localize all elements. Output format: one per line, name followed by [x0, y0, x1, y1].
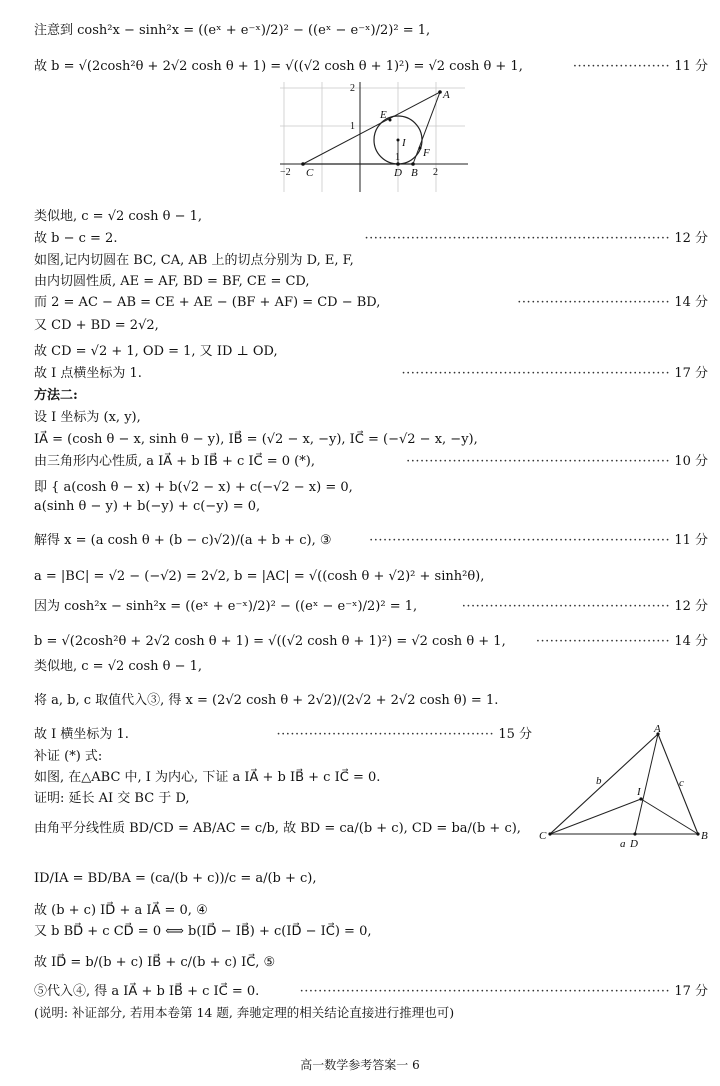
point-C	[301, 162, 305, 166]
line-substitute: 将 a, b, c 取值代入③, 得 x = (2√2 cosh θ + 2√2)/(2√2 + 2√2 cosh θ) = 1.	[34, 693, 499, 708]
label-C: C	[306, 167, 314, 179]
fig2-label-C: C	[539, 830, 547, 842]
line-ac-ab: 而 2 = AC − AB = CE + AE − (BF + AF) = CD − BD,	[34, 295, 381, 310]
fig2-label-B: B	[701, 830, 708, 842]
line-incircle-property: 由内切圆性质, AE = AF, BD = BF, CE = CD,	[34, 274, 310, 289]
score-14a: ································· 14 分	[517, 295, 708, 310]
line-c-similar: 类似地, c = √2 cosh θ − 1,	[34, 209, 203, 224]
line-note: (说明: 补证部分, 若用本卷第 14 题, 奔驰定理的相关结论直接进行推理也可)	[34, 1005, 455, 1020]
page-footer: 高一数学参考答案一 6	[300, 1058, 420, 1072]
fig2-point-B	[696, 832, 699, 835]
tick-x-1: 1	[395, 152, 400, 163]
line-eq-4: 故 (b + c) ID⃗ + a IA⃗ = 0, ④	[34, 903, 208, 918]
score-17b: ················································································ 17 分	[299, 984, 708, 999]
tick-y-1: 1	[350, 121, 355, 132]
fig2-label-b: b	[596, 775, 602, 787]
tick-y-2: 2	[350, 83, 355, 94]
fig2-label-A: A	[654, 724, 661, 735]
label-F: F	[423, 147, 430, 159]
line-b-minus-c: 故 b − c = 2.	[34, 231, 118, 246]
point-A	[438, 90, 442, 94]
fig2-label-D: D	[630, 838, 638, 849]
score-10: ························································· 10 分	[406, 454, 708, 469]
label-A: A	[443, 89, 450, 101]
point-I	[397, 139, 400, 142]
incenter-triangle-figure	[538, 724, 713, 849]
line-solve-x: 解得 x = (a cosh θ + (b − c)√2)/(a + b + c), ③	[34, 533, 332, 548]
line-system-1: 即 { a(cosh θ − x) + b(√2 − x) + c(−√2 − x) = 0,	[34, 480, 353, 495]
line-bd-cd-vectors: 又 b BD⃗ + c CD⃗ = 0 ⟺ b(ID⃗ − IB⃗) + c(ID⃗ − IC⃗) = 0,	[34, 924, 372, 939]
score-15: ··············································· 15 分	[276, 727, 532, 742]
tick-x-neg2: −2	[280, 167, 291, 178]
line-b-value: 故 b = √(2cosh²θ + 2√2 cosh θ + 1) = √((√2 cosh θ + 1)²) = √2 cosh θ + 1,	[34, 59, 523, 74]
line-eq-5: 故 ID⃗ = b/(b + c) IB⃗ + c/(b + c) IC⃗, ⑤	[34, 955, 276, 970]
line-c-similar-2: 类似地, c = √2 cosh θ − 1,	[34, 659, 203, 674]
line-i-x-coordinate: 故 I 点横坐标为 1.	[34, 366, 142, 381]
score-14b: ····························· 14 分	[535, 634, 708, 649]
point-F	[419, 147, 422, 150]
hyperbola-incircle-figure	[270, 80, 470, 196]
heading-method-two: 方法二:	[34, 388, 78, 403]
line-system-2: a(sinh θ − y) + b(−y) + c(−y) = 0,	[34, 499, 261, 514]
line-set-i: 设 I 坐标为 (x, y),	[34, 410, 141, 425]
line-prove-statement: 如图, 在△ABC 中, I 为内心, 下证 a IA⃗ + b IB⃗ + c IC⃗ = 0.	[34, 770, 381, 785]
line-b-value-2: b = √(2cosh²θ + 2√2 cosh θ + 1) = √((√2 cosh θ + 1)²) = √2 cosh θ + 1,	[34, 634, 506, 649]
label-E: E	[380, 109, 387, 121]
line-a-b-values: a = |BC| = √2 − (−√2) = 2√2, b = |AC| = √((cosh θ + √2)² + sinh²θ),	[34, 569, 485, 584]
line-cd-od: 故 CD = √2 + 1, OD = 1, 又 ID ⊥ OD,	[34, 344, 278, 359]
line-cd-bd: 又 CD + BD = 2√2,	[34, 318, 159, 333]
score-11a: ····················· 11 分	[572, 59, 708, 74]
tick-x-2: 2	[433, 167, 438, 178]
line-i-x-coordinate-2: 故 I 横坐标为 1.	[34, 727, 129, 742]
label-B: B	[411, 167, 418, 179]
point-B	[411, 162, 415, 166]
fig2-point-D	[633, 832, 636, 835]
fig2-label-I: I	[637, 786, 641, 798]
line-id-ia-ratio: ID/IA = BD/BA = (ca/(b + c))/c = a/(b + c),	[34, 871, 317, 886]
line-incenter-property: 由三角形内心性质, a IA⃗ + b IB⃗ + c IC⃗ = 0 (*),	[34, 454, 315, 469]
line-supplement: 补证 (*) 式:	[34, 749, 103, 764]
line-tangent-points: 如图,记内切圆在 BC, CA, AB 上的切点分别为 D, E, F,	[34, 253, 354, 268]
fig2-point-C	[548, 832, 551, 835]
point-E	[389, 119, 392, 122]
line-substitute-5-into-4: ⑤代入④, 得 a IA⃗ + b IB⃗ + c IC⃗ = 0.	[34, 984, 260, 999]
line-cosh-identity-2: 因为 cosh²x − sinh²x = ((eˣ + e⁻ˣ)/2)² − ((eˣ − e⁻ˣ)/2)² = 1,	[34, 599, 418, 614]
fig2-label-a: a	[620, 838, 626, 849]
line-vectors: IA⃗ = (cosh θ − x, sinh θ − y), IB⃗ = (√2 − x, −y), IC⃗ = (−√2 − x, −y),	[34, 432, 478, 447]
fig2-label-c: c	[679, 777, 684, 789]
score-12b: ············································· 12 分	[461, 599, 708, 614]
score-11b: ································································· 11 分	[369, 533, 708, 548]
line-angle-bisector: 由角平分线性质 BD/CD = AB/AC = c/b, 故 BD = ca/(b + c), CD = ba/(b + c),	[34, 821, 521, 836]
line-cosh-identity: 注意到 cosh²x − sinh²x = ((eˣ + e⁻ˣ)/2)² − ((eˣ − e⁻ˣ)/2)² = 1,	[34, 23, 431, 38]
line-proof-extend: 证明: 延长 AI 交 BC 于 D,	[34, 791, 190, 806]
score-17a: ·························································· 17 分	[401, 366, 708, 381]
label-I: I	[402, 137, 406, 149]
label-D: D	[394, 167, 402, 179]
score-12a: ·································································· 12 分	[364, 231, 708, 246]
